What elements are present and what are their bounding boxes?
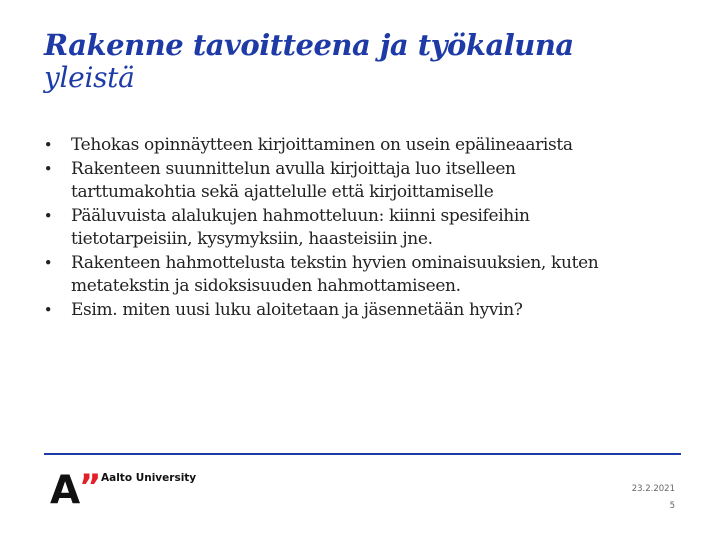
bullet-list [43, 134, 686, 322]
bullet-text-line: Pääluvuista alalukujen hahmotteluun: kiinni spesifeihin [71, 205, 530, 226]
aalto-logo-mark-icon [49, 470, 101, 506]
logo-letter: A [50, 470, 81, 506]
bullet-text: Esim. miten uusi luku aloitetaan ja jäsennetään hyvin? [71, 299, 523, 320]
bullet-item [43, 252, 686, 299]
bullet-marker: • [43, 300, 53, 319]
footer-divider [44, 453, 681, 455]
page-number: 5 [669, 501, 675, 511]
slide-date: 23.2.2021 [631, 484, 675, 494]
bullet-item [43, 299, 686, 323]
bullet-text: Tehokas opinnäytteen kirjoittaminen on usein epälineaarista [71, 135, 573, 155]
bullet-text-line: tarttumakohtia sekä ajattelulle että kirjoittamiselle [71, 182, 494, 202]
bullet-marker: • [43, 136, 53, 154]
bullet-text-line: metatekstin ja sidoksisuuden hahmottamiseen. [71, 276, 461, 296]
bullet-marker: • [43, 206, 53, 225]
title-sub-line: yleistä [44, 61, 135, 94]
bullet-text-line: tietotarpeisiin, kysymyksiin, haasteisiin jne. [71, 229, 433, 249]
title-main-line: Rakenne tavoitteena ja työkaluna [44, 28, 574, 62]
bullet-item [43, 158, 686, 205]
aalto-logo [49, 470, 199, 506]
logo-quote-mark: ” [79, 470, 101, 506]
bullet-item [43, 134, 686, 158]
bullet-item [43, 205, 686, 252]
footer-meta [632, 481, 675, 515]
university-name: Aalto University [101, 472, 197, 484]
bullet-text-line: Rakenteen hahmottelusta tekstin hyvien ominaisuuksien, kuten [71, 252, 599, 273]
bullet-marker: • [43, 159, 53, 178]
bullet-marker: • [43, 253, 53, 272]
slide-title [44, 28, 684, 94]
bullet-text-line: Rakenteen suunnittelun avulla kirjoittaja luo itselleen [71, 158, 516, 179]
